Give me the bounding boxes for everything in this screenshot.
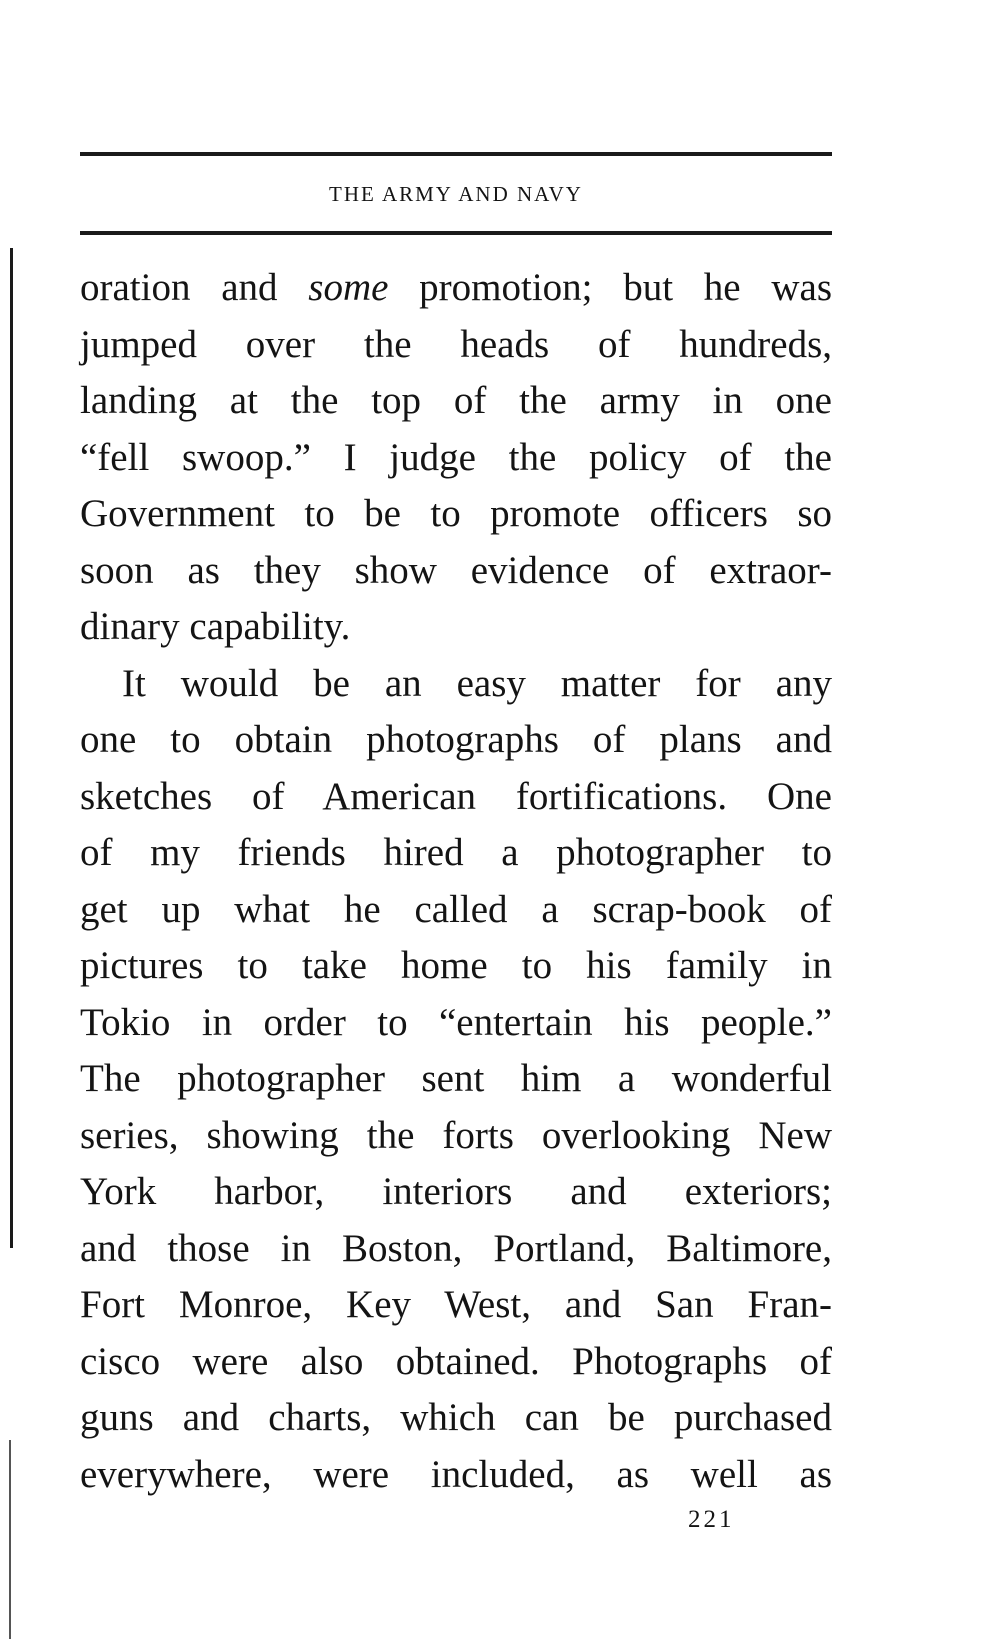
header-rule-top: [80, 152, 832, 156]
text-line: landing at the top of the army in one: [80, 379, 832, 422]
header-rule-bottom: [80, 231, 832, 235]
text-line: “fell swoop.” I judge the policy of the: [80, 435, 832, 479]
text-line: pictures to take home to his family in: [80, 944, 832, 987]
text-line: It would be an easy matter for any: [122, 661, 832, 705]
text-line: get up what he called a scrap-book of: [80, 887, 832, 931]
text-line: The photographer sent him a wonderful: [80, 1057, 832, 1100]
binding-edge-shadow: [10, 248, 13, 1248]
text-line: soon as they show evidence of extraor-: [80, 548, 832, 592]
body-text: [80, 260, 832, 1503]
text-line: Government to be to promote officers so: [80, 492, 832, 535]
text-line: series, showing the forts overlooking New: [80, 1113, 832, 1157]
text-line: sketches of American fortifications. One: [80, 774, 832, 818]
text-line: guns and charts, which can be purchased: [80, 1396, 832, 1439]
text-line: York harbor, interiors and exteriors;: [80, 1170, 832, 1213]
text-line: [80, 260, 832, 317]
running-head: THE ARMY AND NAVY: [329, 182, 583, 206]
text-line: of my friends hired a photographer to: [80, 831, 832, 874]
text-line: one to obtain photographs of plans and: [80, 718, 832, 761]
text-line: Fort Monroe, Key West, and San Fran-: [80, 1283, 832, 1326]
text-line: everywhere, were included, as well as: [80, 1452, 832, 1496]
italic-word: some: [308, 266, 389, 309]
page-number: 221: [688, 1506, 735, 1533]
text-segment: oration and: [80, 266, 309, 309]
binding-edge-shadow-lower: [9, 1440, 11, 1639]
text-line: and those in Boston, Portland, Baltimore,: [80, 1226, 832, 1270]
text-segment: promotion; but he was: [388, 266, 832, 309]
text-line: cisco were also obtained. Photographs of: [80, 1339, 832, 1383]
text-line: jumped over the heads of hundreds,: [80, 322, 832, 366]
text-line: dinary capability.: [80, 605, 351, 648]
text-line: Tokio in order to “entertain his people.”: [80, 1000, 832, 1044]
